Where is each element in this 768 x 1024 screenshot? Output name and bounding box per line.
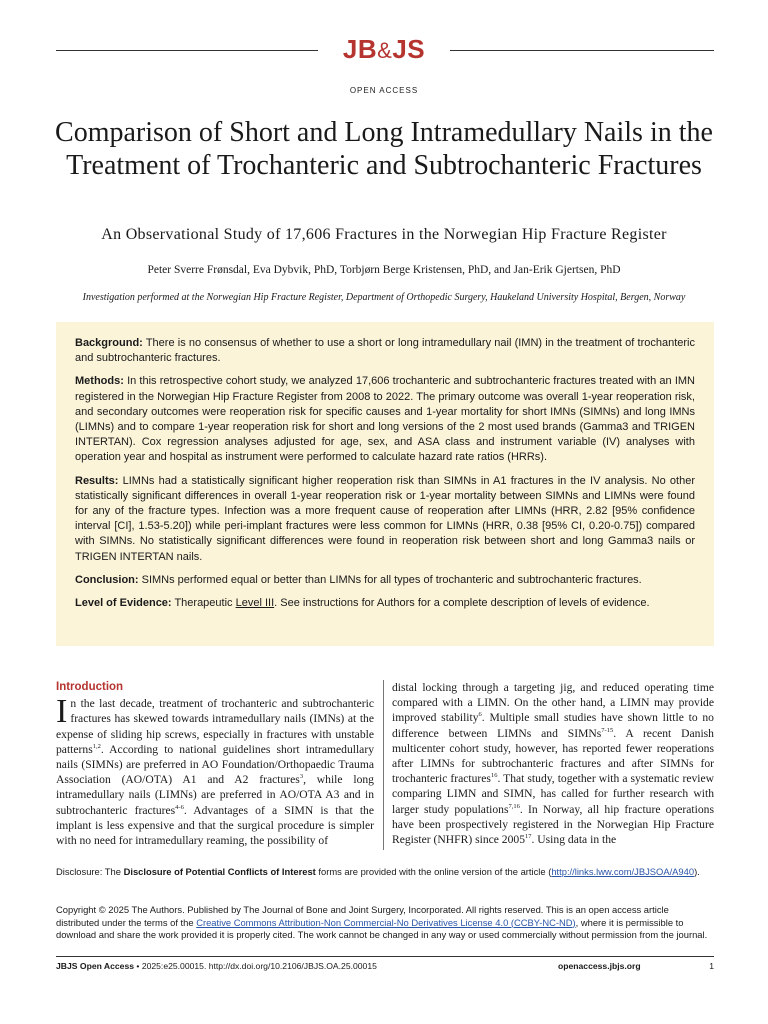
introduction-paragraph [56, 693, 374, 848]
abstract-methods [75, 374, 695, 465]
header-rule-left [56, 50, 318, 51]
disclosure-text-mid: forms are provided with the online version of the article ( [315, 866, 552, 877]
footer-rule [56, 956, 714, 957]
intro-text-3: , while long intramedullary nails (LIMNs) are preferred in AO/OTA A3 and in subtrochanteric fractures [56, 773, 374, 817]
column-divider [383, 680, 384, 850]
introduction-heading: Introduction [56, 681, 124, 693]
intro-text-9: . In Norway, all hip fracture operations have been prospectively registered in the Norwegian Hip Fracture Register (NHFR) since 2005 [392, 802, 714, 847]
conclusion-text: SIMNs performed equal or better than LIMNs for all types of trochanteric and subtrochanteric fractures. [138, 573, 642, 586]
copyright-note [56, 904, 714, 942]
abstract-box [56, 322, 714, 646]
abstract-level-of-evidence [75, 596, 695, 611]
citation-ref[interactable]: 17 [525, 833, 532, 841]
results-text: LIMNs had a statistically significant higher reoperation risk than SIMNs in A1 fractures in the IV analysis. No other statistically significant differences in overall 1-year reoperation risk or 1-year mortality between SIMNs and LIMNs were found for any of the fracture types. Infection was a more frequent cause of reoperation after LIMNs (HRR, 2.82 [95% confidence interval [CI], 1.53-5.20]) while peri-implant fractures were less common for LIMNs (HRR, 0.38 [95% CI, 0.20-0.75]) compared with SIMNs. No statistically significant differences were found in reoperation risk between short and long Gamma3 nails or TRIGEN INTERTAN nails. [75, 474, 695, 563]
affiliation: Investigation performed at the Norwegian Hip Fracture Register, Department of Orthopedic Surgery, Haukeland University Hospital, Bergen, Norway [82, 292, 686, 303]
logo-jb: JB [342, 34, 378, 64]
disclosure-text-pre: Disclosure: The [56, 866, 124, 877]
intro-text-5: distal locking through a targeting jig, and reduced operating time compared with a LIMN. On the other hand, a LIMN may provide improved stability [392, 681, 714, 725]
author-list: Peter Sverre Frønsdal, Eva Dybvik, PhD, Torbjørn Berge Kristensen, PhD, and Jan-Erik Gjertsen, PhD [147, 264, 621, 276]
copyright-text-pre: Copyright © 2025 The Authors. Published by The Journal of Bone and Joint Surgery, Incorporated. All rights reserved. This is an open access article distributed under the terms of the [56, 904, 669, 928]
conclusion-label: Conclusion: [75, 573, 139, 586]
footer-doi: • 2025:e25.00015. http://dx.doi.org/10.2106/JBJS.OA.25.00015 [134, 961, 377, 971]
intro-text-4: . Advantages of a SIMN is that the implant is less expensive and that the surgical procedure is simpler with no need for intramedullary reaming, the possibility of [56, 803, 374, 848]
disclosure-link[interactable]: http://links.lww.com/JBJSOA/A940 [551, 866, 695, 877]
license-link[interactable]: Creative Commons Attribution-Non Commercial-No Derivatives License 4.0 (CCBY-NC-ND) [196, 916, 576, 928]
article-subtitle: An Observational Study of 17,606 Fractures in the Norwegian Hip Fracture Register [101, 226, 667, 243]
copyright-text-post: , where it is permissible to download and share the work provided it is properly cited. The work cannot be changed in any way or used commercially without permission from the journal. [56, 916, 708, 940]
citation-ref[interactable]: 7,16 [508, 802, 520, 810]
intro-text-8: . That study, together with a systematic review comparing LIMN and SIMN, has called for further research with larger study populations [392, 772, 715, 816]
logo-ampersand: & [377, 38, 393, 63]
article-title: Comparison of Short and Long Intramedullary Nails in the Treatment of Trochanteric and Subtrochanteric Fractures [55, 117, 713, 181]
introduction-continuation [392, 680, 714, 847]
loe-label: Level of Evidence: [75, 597, 172, 610]
results-label: Results: [75, 474, 119, 487]
citation-ref[interactable]: 16 [490, 772, 498, 780]
intro-text-2: . According to national guidelines short intramedullary nails (SIMNs) are preferred in AO Foundation/Orthopaedic Trauma Association (AO/OTA) A1 and A2 fractures [56, 742, 374, 787]
intro-text-7: . A recent Danish multicenter cohort study, however, has reported fewer reoperations after LIMNs for subtrochanteric fractures and after SIMNs for trochanteric fractures [392, 726, 714, 786]
abstract-background [75, 336, 695, 366]
page-number: 1 [709, 961, 714, 971]
background-label: Background: [75, 337, 143, 349]
body-column-left [56, 680, 374, 848]
loe-text-post: . See instructions for Authors for a complete description of levels of evidence. [274, 597, 650, 610]
citation-ref[interactable]: 1,2 [92, 742, 101, 750]
citation-ref[interactable]: 3 [299, 773, 304, 781]
loe-text-pre: Therapeutic [171, 597, 236, 610]
disclosure-note [56, 866, 714, 879]
body-column-right [392, 680, 714, 847]
background-text: There is no consensus of whether to use a short or long intramedullary nail (IMN) in the treatment of trochanteric and subtrochanteric fractures. [75, 337, 695, 365]
footer-site-link[interactable]: openaccess.jbjs.org [558, 961, 641, 971]
loe-link[interactable]: Level III [235, 597, 275, 610]
citation-ref[interactable]: 4-6 [175, 803, 184, 811]
abstract-conclusion [75, 573, 695, 588]
logo-js: JS [392, 34, 426, 64]
disclosure-text-post: ). [694, 866, 700, 877]
abstract-results [75, 474, 695, 565]
drop-cap: I [56, 693, 68, 731]
footer-journal-name: JBJS Open Access [56, 961, 135, 971]
citation-ref[interactable]: 6 [478, 711, 482, 719]
methods-label: Methods: [75, 375, 124, 388]
footer-citation [56, 961, 377, 971]
methods-text: In this retrospective cohort study, we analyzed 17,606 trochanteric and subtrochanteric fractures treated with an IMN registered in the Norwegian Hip Fracture Register from 2008 to 2022. The primary outcome was overall 1-year reoperation risk, and secondary outcomes were reoperation risk for specific causes and 1-year mortality for short IMNs (SIMNs) and long IMNs (LIMNs) and to compare 1-year reoperation risk for short and long versions of the 2 most used brands (Gamma3 and TRIGEN INTERTAN). Cox regression analyses adjusted for age, sex, and ASA class and instrument variable (IV) analyses with operation year and hospital as instrument were performed to calculate hazard rate ratios (HRRs). [75, 375, 695, 464]
open-access-label: OPEN ACCESS [349, 86, 419, 95]
disclosure-bold: Disclosure of Potential Conflicts of Interest [123, 866, 316, 877]
intro-text-1: n the last decade, treatment of trochanteric and subtrochanteric fractures has skewed towards intramedullary nails (IMNs) at the expense of sliding hip screws, especially in fractures with unstable patterns [56, 697, 374, 756]
citation-ref[interactable]: 7-15 [601, 726, 614, 734]
journal-logo [320, 34, 448, 65]
intro-text-6: . Multiple small studies have shown little to no difference between LIMNs and SIMNs [392, 711, 714, 740]
header-rule-right [450, 50, 714, 51]
intro-text-10: . Using data in the [531, 833, 617, 847]
